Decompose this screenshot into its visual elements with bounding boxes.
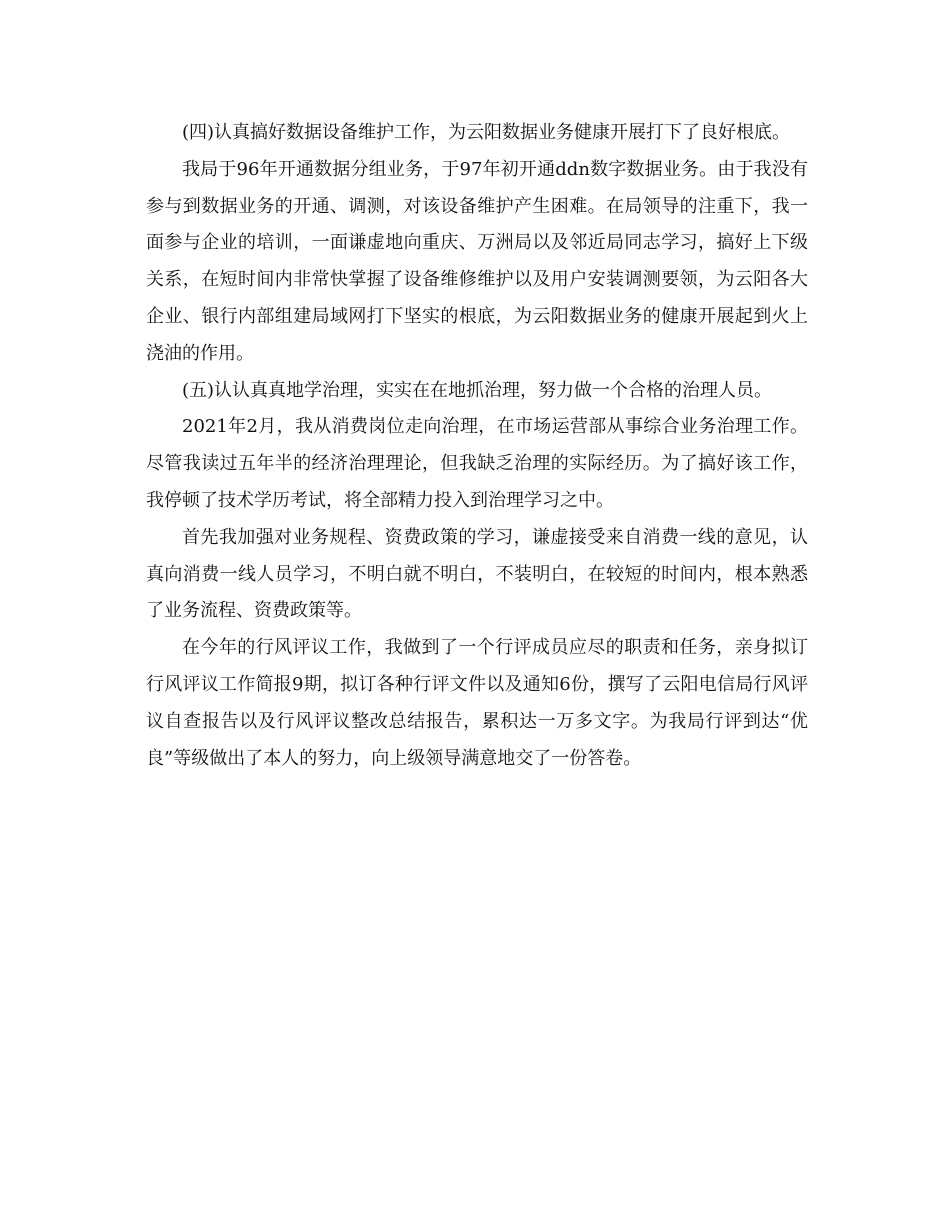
paragraph-management-start: 2021年2月，我从消费岗位走向治理，在市场运营部从事综合业务治理工作。尽管我读过五年半的经济治理理论，但我缺乏治理的实际经历。为了搞好该工作，我停顿了技术学历考试，将全部精力投入到治理学习之中。 xyxy=(146,416,808,511)
section-heading-4: (四)认真搞好数据设备维护工作，为云阳数据业务健康开展打下了良好根底。 xyxy=(182,122,791,143)
document-body xyxy=(146,115,808,777)
paragraph-data-maintenance: 我局于96年开通数据分组业务，于97年初开通ddn数字数据业务。由于我没有参与到数据业务的开通、调测，对该设备维护产生困难。在局领导的注重下，我一面参与企业的培训，一面谦虚地向重庆、万洲局以及邻近局同志学习，搞好上下级关系，在短时间内非常快掌握了设备维修维护以及用户安装调测要领，为云阳各大企业、银行内部组建局域网打下坚实的根底，为云阳数据业务的健康开展起到火上浇油的作用。 xyxy=(146,158,808,364)
section-heading-5: (五)认认真真地学治理，实实在在地抓治理，努力做一个合格的治理人员。 xyxy=(182,379,773,401)
paragraph-review-work: 在今年的行风评议工作，我做到了一个行评成员应尽的职责和任务，亲身拟订行风评议工作简报9期，拟订各种行评文件以及通知6份，撰写了云阳电信局行风评议自查报告以及行风评议整改总结报告，累积达一万多文字。为我局行评到达“优良”等级做出了本人的努力，向上级领导满意地交了一份答卷。 xyxy=(146,637,808,769)
paragraph-learning: 首先我加强对业务规程、资费政策的学习，谦虚接受来自消费一线的意见，认真向消费一线人员学习，不明白就不明白，不装明白，在较短的时间内，根本熟悉了业务流程、资费政策等。 xyxy=(146,526,808,622)
